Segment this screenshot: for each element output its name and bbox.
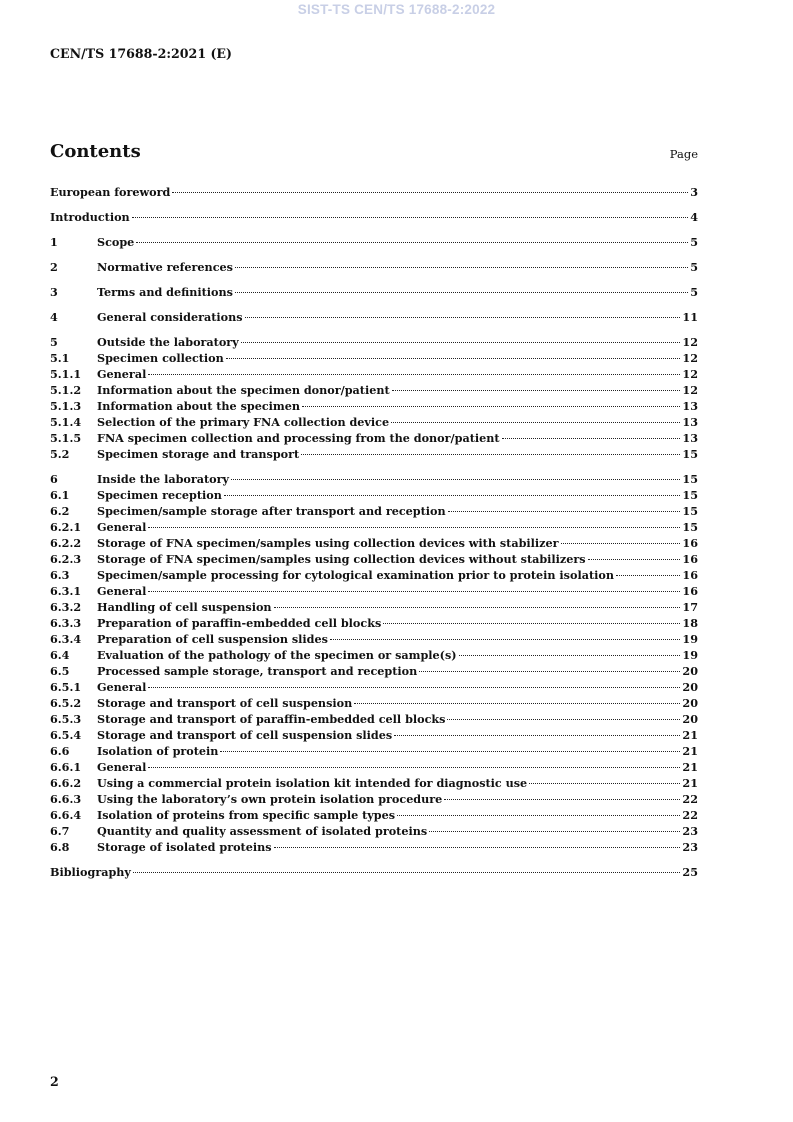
toc-leader-dots bbox=[588, 559, 681, 560]
toc-entry-title: General bbox=[97, 520, 147, 534]
toc-leader-dots bbox=[235, 267, 688, 268]
toc-entry-page: 16 bbox=[682, 536, 698, 550]
toc-entry[interactable] bbox=[50, 471, 698, 487]
toc-entry-page: 15 bbox=[682, 488, 698, 502]
toc-leader-dots bbox=[148, 374, 680, 375]
toc-leader-dots bbox=[616, 575, 680, 576]
toc-leader-dots bbox=[132, 217, 689, 218]
toc-entry[interactable] bbox=[50, 695, 698, 711]
toc-entry[interactable] bbox=[50, 663, 698, 679]
toc-entry-number: 1 bbox=[50, 235, 58, 249]
toc-entry[interactable] bbox=[50, 430, 698, 446]
toc-entry-title: General bbox=[97, 680, 147, 694]
toc-entry-page: 13 bbox=[682, 399, 698, 413]
toc-entry[interactable] bbox=[50, 599, 698, 615]
toc-entry-page: 5 bbox=[690, 260, 698, 274]
toc-entry[interactable] bbox=[50, 551, 698, 567]
toc-entry-title: General bbox=[97, 367, 147, 381]
toc-entry-page: 4 bbox=[690, 210, 698, 224]
toc-entry[interactable] bbox=[50, 487, 698, 503]
toc-entry-title: FNA specimen collection and processing from the donor/patient bbox=[97, 431, 500, 445]
toc-entry-number: 6 bbox=[50, 472, 58, 486]
toc-leader-dots bbox=[148, 527, 680, 528]
toc-entry[interactable] bbox=[50, 583, 698, 599]
toc-entry[interactable] bbox=[50, 631, 698, 647]
toc-entry[interactable] bbox=[50, 350, 698, 366]
toc-leader-dots bbox=[529, 783, 680, 784]
toc-entry-title: Outside the laboratory bbox=[97, 335, 239, 349]
toc-leader-dots bbox=[302, 406, 680, 407]
toc-entry-title: Information about the specimen donor/patient bbox=[97, 383, 390, 397]
toc-entry[interactable] bbox=[50, 759, 698, 775]
toc-leader-dots bbox=[383, 623, 680, 624]
toc-entry-page: 25 bbox=[682, 865, 698, 879]
toc-entry-title: General bbox=[97, 584, 147, 598]
toc-entry-number: 6.4 bbox=[50, 648, 70, 662]
toc-leader-dots bbox=[148, 591, 680, 592]
toc-entry[interactable] bbox=[50, 284, 698, 300]
toc-leader-dots bbox=[226, 358, 681, 359]
toc-entry-title: Scope bbox=[97, 235, 135, 249]
toc-entry-page: 12 bbox=[682, 351, 698, 365]
toc-entry-title: Inside the laboratory bbox=[97, 472, 230, 486]
toc-leader-dots bbox=[561, 543, 681, 544]
watermark: SIST-TS CEN/TS 17688-2:2022 bbox=[297, 2, 496, 17]
toc-leader-dots bbox=[459, 655, 681, 656]
toc-entry-page: 3 bbox=[690, 185, 698, 199]
toc-entry-page: 5 bbox=[690, 285, 698, 299]
toc-entry[interactable] bbox=[50, 503, 698, 519]
toc-entry[interactable] bbox=[50, 209, 698, 225]
toc-entry-number: 6.5.4 bbox=[50, 728, 82, 742]
toc-entry-number: 5.2 bbox=[50, 447, 70, 461]
toc-leader-dots bbox=[245, 317, 681, 318]
toc-entry-title: Storage and transport of cell suspension bbox=[97, 696, 353, 710]
toc-entry-number: 6.3.1 bbox=[50, 584, 82, 598]
toc-entry-title: Preparation of paraffin-embedded cell blocks bbox=[97, 616, 382, 630]
toc-leader-dots bbox=[136, 242, 688, 243]
toc-entry-page: 13 bbox=[682, 415, 698, 429]
toc-entry-title: Quantity and quality assessment of isolated proteins bbox=[97, 824, 428, 838]
toc-entry-title: Specimen collection bbox=[97, 351, 224, 365]
toc-entry-number: 5.1 bbox=[50, 351, 70, 365]
toc-entry-page: 21 bbox=[682, 776, 698, 790]
toc-entry[interactable] bbox=[50, 259, 698, 275]
toc-entry[interactable] bbox=[50, 839, 698, 855]
toc-leader-dots bbox=[444, 799, 680, 800]
toc-entry-title: General bbox=[97, 760, 147, 774]
toc-entry-page: 16 bbox=[682, 584, 698, 598]
toc-leader-dots bbox=[231, 479, 680, 480]
toc-entry-title: Specimen/sample processing for cytological examination prior to protein isolation bbox=[97, 568, 614, 582]
toc-entry-number: 6.2.1 bbox=[50, 520, 82, 534]
toc-leader-dots bbox=[301, 454, 680, 455]
toc-entry[interactable] bbox=[50, 807, 698, 823]
toc-entry[interactable] bbox=[50, 775, 698, 791]
toc-leader-dots bbox=[394, 735, 680, 736]
toc-entry-title: Handling of cell suspension bbox=[97, 600, 272, 614]
toc-entry-title: Storage of FNA specimen/samples using collection devices without stabilizers bbox=[97, 552, 586, 566]
toc-entry-number: 5.1.3 bbox=[50, 399, 82, 413]
toc-entry-number: 6.3.4 bbox=[50, 632, 82, 646]
toc-entry-number: 5.1.2 bbox=[50, 383, 82, 397]
toc-leader-dots bbox=[354, 703, 680, 704]
toc-entry-number: 5 bbox=[50, 335, 58, 349]
toc-entry-page: 22 bbox=[682, 808, 698, 822]
toc-entry-title: Specimen reception bbox=[97, 488, 222, 502]
toc-entry[interactable] bbox=[50, 864, 698, 880]
toc-entry[interactable] bbox=[50, 366, 698, 382]
toc-entry[interactable] bbox=[50, 535, 698, 551]
toc-entry-number: 6.1 bbox=[50, 488, 70, 502]
toc-entry[interactable] bbox=[50, 334, 698, 350]
toc-leader-dots bbox=[447, 719, 680, 720]
toc-leader-dots bbox=[429, 831, 680, 832]
toc-entry-title: Preparation of cell suspension slides bbox=[97, 632, 328, 646]
toc-entry[interactable] bbox=[50, 727, 698, 743]
toc-entry-number: 6.8 bbox=[50, 840, 70, 854]
toc-entry-number: 6.5.2 bbox=[50, 696, 82, 710]
toc-entry-number: 3 bbox=[50, 285, 58, 299]
toc-entry[interactable] bbox=[50, 446, 698, 462]
toc-leader-dots bbox=[172, 192, 688, 193]
toc-entry-page: 15 bbox=[682, 520, 698, 534]
toc-leader-dots bbox=[391, 422, 680, 423]
contents-title: Contents bbox=[50, 141, 141, 162]
toc-leader-dots bbox=[397, 815, 680, 816]
toc-entry-number: 4 bbox=[50, 310, 58, 324]
toc-entry-number: 6.6.4 bbox=[50, 808, 82, 822]
toc-entry-title: European foreword bbox=[50, 185, 171, 199]
toc-entry-title: Isolation of protein bbox=[97, 744, 219, 758]
toc-entry-page: 12 bbox=[682, 367, 698, 381]
toc-entry[interactable] bbox=[50, 647, 698, 663]
toc-entry-page: 15 bbox=[682, 447, 698, 461]
toc-entry-number: 6.2.2 bbox=[50, 536, 82, 550]
toc-entry-number: 6.5 bbox=[50, 664, 70, 678]
toc-entry-page: 18 bbox=[682, 616, 698, 630]
toc-entry-title: Evaluation of the pathology of the specimen or sample(s) bbox=[97, 648, 457, 662]
toc-leader-dots bbox=[448, 511, 681, 512]
toc-entry-number: 6.3.3 bbox=[50, 616, 82, 630]
toc-entry[interactable] bbox=[50, 414, 698, 430]
toc-entry-title: Specimen/sample storage after transport and reception bbox=[97, 504, 446, 518]
toc-entry-page: 20 bbox=[682, 712, 698, 726]
page-number: 2 bbox=[50, 1074, 59, 1089]
toc-entry[interactable] bbox=[50, 743, 698, 759]
document-id: CEN/TS 17688-2:2021 (E) bbox=[50, 46, 232, 61]
toc-entry-page: 23 bbox=[682, 824, 698, 838]
page-column-label: Page bbox=[669, 147, 698, 161]
toc-leader-dots bbox=[148, 767, 680, 768]
toc-entry[interactable] bbox=[50, 791, 698, 807]
toc-entry-number: 2 bbox=[50, 260, 58, 274]
toc-entry-title: Storage of isolated proteins bbox=[97, 840, 272, 854]
toc-entry-title: Isolation of proteins from specific sample types bbox=[97, 808, 396, 822]
toc-entry-number: 5.1.4 bbox=[50, 415, 82, 429]
toc-leader-dots bbox=[220, 751, 680, 752]
toc-entry[interactable] bbox=[50, 398, 698, 414]
toc-entry-title: General considerations bbox=[97, 310, 243, 324]
toc-entry-title: Processed sample storage, transport and reception bbox=[97, 664, 418, 678]
toc-entry-number: 6.6.2 bbox=[50, 776, 82, 790]
toc-entry[interactable] bbox=[50, 382, 698, 398]
toc-entry[interactable] bbox=[50, 615, 698, 631]
toc-leader-dots bbox=[392, 390, 681, 391]
toc-leader-dots bbox=[274, 607, 681, 608]
toc-entry-page: 16 bbox=[682, 568, 698, 582]
toc-leader-dots bbox=[235, 292, 688, 293]
toc-entry-page: 20 bbox=[682, 696, 698, 710]
toc-entry-page: 13 bbox=[682, 431, 698, 445]
toc-entry-title: Terms and definitions bbox=[97, 285, 233, 299]
toc-entry-number: 6.2 bbox=[50, 504, 70, 518]
toc-entry-number: 6.3 bbox=[50, 568, 70, 582]
toc-entry-number: 5.1.1 bbox=[50, 367, 82, 381]
toc-entry-page: 19 bbox=[682, 648, 698, 662]
toc-leader-dots bbox=[133, 872, 681, 873]
table-of-contents bbox=[50, 184, 698, 880]
toc-leader-dots bbox=[502, 438, 681, 439]
toc-entry-page: 17 bbox=[682, 600, 698, 614]
toc-entry-page: 19 bbox=[682, 632, 698, 646]
toc-entry-number: 6.5.3 bbox=[50, 712, 82, 726]
toc-entry[interactable] bbox=[50, 184, 698, 200]
toc-entry-title: Introduction bbox=[50, 210, 130, 224]
toc-entry-title: Specimen storage and transport bbox=[97, 447, 300, 461]
toc-leader-dots bbox=[241, 342, 681, 343]
toc-entry-number: 6.7 bbox=[50, 824, 70, 838]
toc-entry-title: Selection of the primary FNA collection device bbox=[97, 415, 390, 429]
toc-entry[interactable] bbox=[50, 823, 698, 839]
toc-entry[interactable] bbox=[50, 679, 698, 695]
toc-entry[interactable] bbox=[50, 309, 698, 325]
toc-entry-page: 22 bbox=[682, 792, 698, 806]
toc-entry-page: 16 bbox=[682, 552, 698, 566]
toc-entry-title: Storage and transport of paraffin-embedded cell blocks bbox=[97, 712, 446, 726]
toc-entry-title: Bibliography bbox=[50, 865, 131, 879]
toc-entry-page: 15 bbox=[682, 472, 698, 486]
toc-entry[interactable] bbox=[50, 234, 698, 250]
toc-entry-number: 5.1.5 bbox=[50, 431, 82, 445]
toc-entry-page: 23 bbox=[682, 840, 698, 854]
toc-entry[interactable] bbox=[50, 711, 698, 727]
toc-entry-page: 21 bbox=[682, 728, 698, 742]
toc-entry-number: 6.6.1 bbox=[50, 760, 82, 774]
toc-leader-dots bbox=[148, 687, 680, 688]
toc-entry-page: 11 bbox=[682, 310, 698, 324]
toc-leader-dots bbox=[274, 847, 681, 848]
toc-entry-page: 12 bbox=[682, 335, 698, 349]
toc-leader-dots bbox=[224, 495, 681, 496]
toc-entry-number: 6.6 bbox=[50, 744, 70, 758]
toc-entry-page: 20 bbox=[682, 664, 698, 678]
toc-entry[interactable] bbox=[50, 567, 698, 583]
toc-entry-title: Storage of FNA specimen/samples using collection devices with stabilizer bbox=[97, 536, 559, 550]
toc-entry-title: Storage and transport of cell suspension slides bbox=[97, 728, 393, 742]
toc-entry-page: 15 bbox=[682, 504, 698, 518]
toc-entry-title: Using a commercial protein isolation kit intended for diagnostic use bbox=[97, 776, 528, 790]
toc-entry-number: 6.3.2 bbox=[50, 600, 82, 614]
toc-entry-number: 6.2.3 bbox=[50, 552, 82, 566]
toc-entry-page: 5 bbox=[690, 235, 698, 249]
toc-leader-dots bbox=[419, 671, 680, 672]
toc-entry-title: Using the laboratory’s own protein isolation procedure bbox=[97, 792, 443, 806]
toc-entry-page: 20 bbox=[682, 680, 698, 694]
toc-leader-dots bbox=[330, 639, 680, 640]
toc-entry-number: 6.5.1 bbox=[50, 680, 82, 694]
toc-entry-number: 6.6.3 bbox=[50, 792, 82, 806]
toc-entry-page: 21 bbox=[682, 760, 698, 774]
toc-entry[interactable] bbox=[50, 519, 698, 535]
toc-entry-page: 12 bbox=[682, 383, 698, 397]
toc-entry-title: Information about the specimen bbox=[97, 399, 300, 413]
toc-entry-title: Normative references bbox=[97, 260, 233, 274]
toc-entry-page: 21 bbox=[682, 744, 698, 758]
